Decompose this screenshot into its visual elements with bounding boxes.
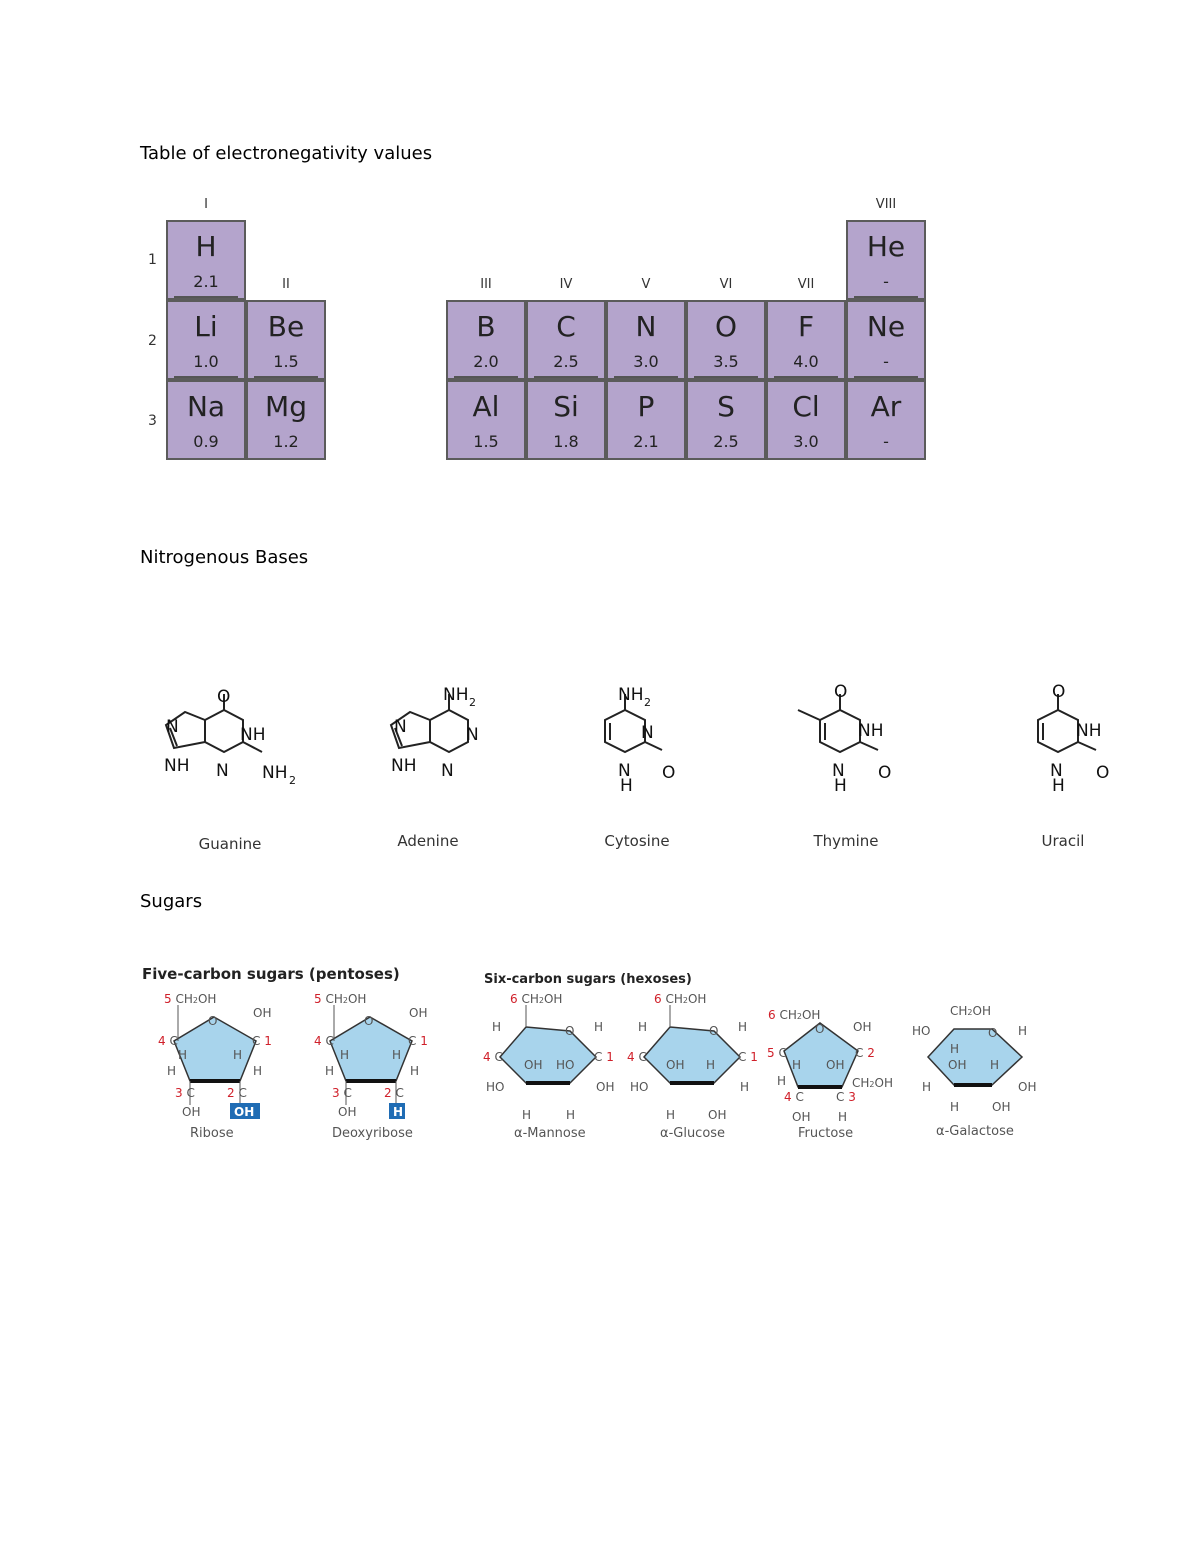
nitrogenous-bases-diagram bbox=[0, 670, 1200, 810]
deoxyribose-highlight: H bbox=[393, 1105, 404, 1119]
atom-label: N bbox=[1050, 761, 1063, 781]
element-value: 2.5 bbox=[553, 352, 579, 371]
atom-label: H bbox=[950, 1100, 960, 1114]
atom-label: N bbox=[216, 761, 229, 781]
atom-label: H bbox=[738, 1020, 748, 1034]
svg-text:4 C: 4 C bbox=[158, 1034, 178, 1048]
atom-label: OH bbox=[1018, 1080, 1037, 1094]
atom-label: H bbox=[792, 1058, 802, 1072]
atom-label: H bbox=[838, 1110, 848, 1124]
six-carbon-title: Six-carbon sugars (hexoses) bbox=[484, 972, 692, 987]
atom-label: OH bbox=[792, 1110, 811, 1124]
atom-label: O bbox=[1096, 763, 1110, 783]
sugar-name-mannose: α-Mannose bbox=[514, 1126, 586, 1141]
atom-label: H bbox=[922, 1080, 932, 1094]
base-name-guanine: Guanine bbox=[198, 835, 262, 853]
atom-label: OH bbox=[826, 1058, 845, 1072]
svg-text:CH2OH: CH2OH bbox=[950, 1004, 991, 1018]
element-symbol: C bbox=[556, 310, 576, 343]
atom-label: OH bbox=[596, 1080, 615, 1094]
bases-title: Nitrogenous Bases bbox=[140, 547, 309, 568]
element-value: - bbox=[883, 352, 889, 371]
atom-label: OH bbox=[948, 1058, 967, 1072]
atom-label: H bbox=[990, 1058, 1000, 1072]
atom-label: N bbox=[441, 761, 454, 781]
element-symbol: F bbox=[797, 310, 815, 343]
element-value: 1.5 bbox=[273, 352, 299, 371]
atom-label: OH bbox=[409, 1006, 428, 1020]
atom-label: H bbox=[834, 776, 847, 796]
atom-label: H bbox=[522, 1108, 532, 1122]
svg-text:4 C: 4 C bbox=[784, 1090, 804, 1104]
atom-label: N bbox=[394, 717, 407, 737]
element-value: 2.1 bbox=[193, 272, 219, 291]
element-symbol: H bbox=[195, 230, 217, 263]
atom-label: NH bbox=[858, 721, 884, 741]
atom-label: O bbox=[565, 1024, 575, 1038]
svg-text:4 C: 4 C bbox=[627, 1050, 647, 1064]
five-carbon-title: Five-carbon sugars (pentoses) bbox=[142, 965, 400, 983]
atom-label: H bbox=[167, 1064, 177, 1078]
element-value: 2.1 bbox=[633, 432, 659, 451]
element-value: 1.0 bbox=[193, 352, 219, 371]
group-label: V bbox=[641, 277, 651, 292]
period-label: 2 bbox=[148, 333, 157, 349]
atom-label: O bbox=[834, 682, 848, 702]
atom-label: O bbox=[208, 1014, 218, 1028]
element-value: 1.5 bbox=[473, 432, 499, 451]
element-cell bbox=[446, 380, 526, 460]
element-symbol: Na bbox=[186, 390, 226, 423]
element-cell bbox=[766, 380, 846, 460]
atom-label: HO bbox=[556, 1058, 575, 1072]
atom-label: NH bbox=[443, 685, 469, 705]
period-label: 3 bbox=[148, 413, 157, 429]
sugar-name-fructose: Fructose bbox=[798, 1126, 854, 1141]
svg-text:C 1: C 1 bbox=[738, 1050, 758, 1064]
element-value: 2.5 bbox=[713, 432, 739, 451]
atom-label: 2 bbox=[644, 696, 651, 709]
element-value: 4.0 bbox=[793, 352, 819, 371]
atom-label: H bbox=[620, 776, 633, 796]
atom-label: OH bbox=[524, 1058, 543, 1072]
element-value: 0.9 bbox=[193, 432, 219, 451]
atom-label: O bbox=[662, 763, 676, 783]
atom-label: NH bbox=[262, 763, 288, 783]
atom-label: O bbox=[988, 1026, 998, 1040]
svg-text:C 1: C 1 bbox=[252, 1034, 272, 1048]
element-cell bbox=[686, 300, 766, 380]
element-value: 3.5 bbox=[713, 352, 739, 371]
element-cell bbox=[166, 220, 246, 300]
atom-label: O bbox=[878, 763, 892, 783]
atom-label: OH bbox=[666, 1058, 685, 1072]
element-cell bbox=[846, 220, 926, 300]
atom-label: H bbox=[392, 1048, 402, 1062]
element-cell bbox=[766, 300, 846, 380]
atom-label: O bbox=[364, 1014, 374, 1028]
atom-label: H bbox=[740, 1080, 750, 1094]
atom-label: N bbox=[641, 723, 654, 743]
element-symbol: Mg bbox=[265, 390, 307, 423]
element-cell bbox=[526, 380, 606, 460]
atom-label: H bbox=[706, 1058, 716, 1072]
element-cell bbox=[166, 300, 246, 380]
atom-label: H bbox=[950, 1042, 960, 1056]
atom-label: H bbox=[340, 1048, 350, 1062]
atom-label: NH bbox=[618, 685, 644, 705]
base-name-adenine: Adenine bbox=[397, 832, 459, 850]
element-symbol: Cl bbox=[792, 390, 820, 423]
svg-text:C 3: C 3 bbox=[836, 1090, 856, 1104]
element-value: - bbox=[883, 272, 889, 291]
element-cell bbox=[606, 300, 686, 380]
sugar-name-ribose: Ribose bbox=[190, 1126, 234, 1141]
element-value: 3.0 bbox=[633, 352, 659, 371]
group-label: VII bbox=[797, 277, 815, 292]
element-value: - bbox=[883, 432, 889, 451]
element-cell bbox=[606, 380, 686, 460]
element-value: 3.0 bbox=[793, 432, 819, 451]
atom-label: H bbox=[233, 1048, 243, 1062]
atom-label: H bbox=[410, 1064, 420, 1078]
element-symbol: N bbox=[635, 310, 657, 343]
atom-label: NH bbox=[1076, 721, 1102, 741]
svg-text:5 C: 5 C bbox=[767, 1046, 787, 1060]
atom-label: 2 bbox=[289, 774, 296, 787]
svg-text:5 CH2OH: 5 CH2OH bbox=[314, 992, 367, 1006]
element-cell bbox=[686, 380, 766, 460]
group-label: IV bbox=[559, 277, 573, 292]
atom-label: NH bbox=[391, 756, 417, 776]
sugar-name-deoxyribose: Deoxyribose bbox=[332, 1126, 413, 1141]
group-label: III bbox=[480, 277, 492, 292]
atom-label: OH bbox=[992, 1100, 1011, 1114]
element-symbol: Ar bbox=[870, 390, 902, 423]
atom-label: O bbox=[709, 1024, 719, 1038]
element-cell bbox=[246, 300, 326, 380]
element-value: 2.0 bbox=[473, 352, 499, 371]
group-label: II bbox=[282, 277, 290, 292]
svg-text:CH2OH: CH2OH bbox=[852, 1076, 893, 1090]
svg-text:6 CH2OH: 6 CH2OH bbox=[510, 992, 563, 1006]
atom-label: NH bbox=[240, 725, 266, 745]
group-label: I bbox=[204, 197, 208, 212]
svg-text:4 C: 4 C bbox=[483, 1050, 503, 1064]
atom-label: H bbox=[566, 1108, 576, 1122]
svg-text:6 CH2OH: 6 CH2OH bbox=[768, 1008, 821, 1022]
atom-label: OH bbox=[182, 1105, 201, 1119]
atom-label: O bbox=[815, 1022, 825, 1036]
sugars-title: Sugars bbox=[140, 891, 203, 912]
element-cell bbox=[846, 380, 926, 460]
element-symbol: S bbox=[717, 390, 735, 423]
atom-label: N bbox=[166, 717, 179, 737]
element-symbol: P bbox=[637, 390, 655, 423]
sugars-diagram bbox=[0, 955, 1200, 1155]
atom-label: H bbox=[638, 1020, 648, 1034]
atom-label: OH bbox=[708, 1108, 727, 1122]
element-symbol: Si bbox=[553, 390, 579, 423]
element-value: 1.8 bbox=[553, 432, 579, 451]
svg-text:C 1: C 1 bbox=[594, 1050, 614, 1064]
svg-text:C 1: C 1 bbox=[408, 1034, 428, 1048]
atom-label: N bbox=[832, 761, 845, 781]
element-symbol: O bbox=[714, 310, 738, 343]
atom-label: OH bbox=[338, 1105, 357, 1119]
atom-label: H bbox=[1052, 776, 1065, 796]
atom-label: H bbox=[1018, 1024, 1028, 1038]
atom-label: O bbox=[217, 687, 231, 707]
atom-label: HO bbox=[486, 1080, 505, 1094]
group-label: VI bbox=[719, 277, 733, 292]
atom-label: H bbox=[492, 1020, 502, 1034]
element-value: 1.2 bbox=[273, 432, 299, 451]
svg-text:5 CH2OH: 5 CH2OH bbox=[164, 992, 217, 1006]
atom-label: H bbox=[325, 1064, 335, 1078]
base-name-cytosine: Cytosine bbox=[604, 832, 670, 850]
svg-text:2 C: 2 C bbox=[384, 1086, 404, 1100]
atom-label: HO bbox=[912, 1024, 931, 1038]
atom-label: OH bbox=[253, 1006, 272, 1020]
atom-label: O bbox=[1052, 682, 1066, 702]
group-label: VIII bbox=[875, 197, 897, 212]
electronegativity-title: Table of electronegativity values bbox=[140, 143, 433, 164]
atom-label: OH bbox=[853, 1020, 872, 1034]
element-cell bbox=[446, 300, 526, 380]
atom-label: H bbox=[777, 1074, 787, 1088]
svg-text:3 C: 3 C bbox=[175, 1086, 195, 1100]
element-cell bbox=[246, 380, 326, 460]
element-cell bbox=[846, 300, 926, 380]
element-symbol: Ne bbox=[866, 310, 906, 343]
svg-text:C 2: C 2 bbox=[855, 1046, 875, 1060]
element-symbol: Al bbox=[472, 390, 500, 423]
atom-label: H bbox=[253, 1064, 263, 1078]
atom-label: NH bbox=[164, 756, 190, 776]
base-name-uracil: Uracil bbox=[1041, 832, 1085, 850]
element-cell bbox=[526, 300, 606, 380]
carbon-number: 5 bbox=[164, 992, 172, 1006]
period-label: 1 bbox=[148, 252, 157, 268]
ribose-highlight: OH bbox=[234, 1105, 255, 1119]
atom-label: 2 bbox=[469, 696, 476, 709]
svg-text:4 C: 4 C bbox=[314, 1034, 334, 1048]
element-symbol: He bbox=[866, 230, 906, 263]
element-cell bbox=[166, 380, 246, 460]
svg-text:6 CH2OH: 6 CH2OH bbox=[654, 992, 707, 1006]
element-symbol: B bbox=[476, 310, 496, 343]
base-name-thymine: Thymine bbox=[813, 832, 879, 850]
svg-text:2 C: 2 C bbox=[227, 1086, 247, 1100]
sugar-name-glucose: α-Glucose bbox=[660, 1126, 726, 1141]
sugar-name-galactose: α-Galactose bbox=[936, 1124, 1014, 1139]
element-symbol: Be bbox=[267, 310, 305, 343]
element-symbol: Li bbox=[194, 310, 218, 343]
atom-label: H bbox=[594, 1020, 604, 1034]
atom-label: HO bbox=[630, 1080, 649, 1094]
atom-label: H bbox=[666, 1108, 676, 1122]
atom-label: N bbox=[618, 761, 631, 781]
atom-label: H bbox=[178, 1048, 188, 1062]
atom-label: N bbox=[466, 725, 479, 745]
svg-text:3 C: 3 C bbox=[332, 1086, 352, 1100]
